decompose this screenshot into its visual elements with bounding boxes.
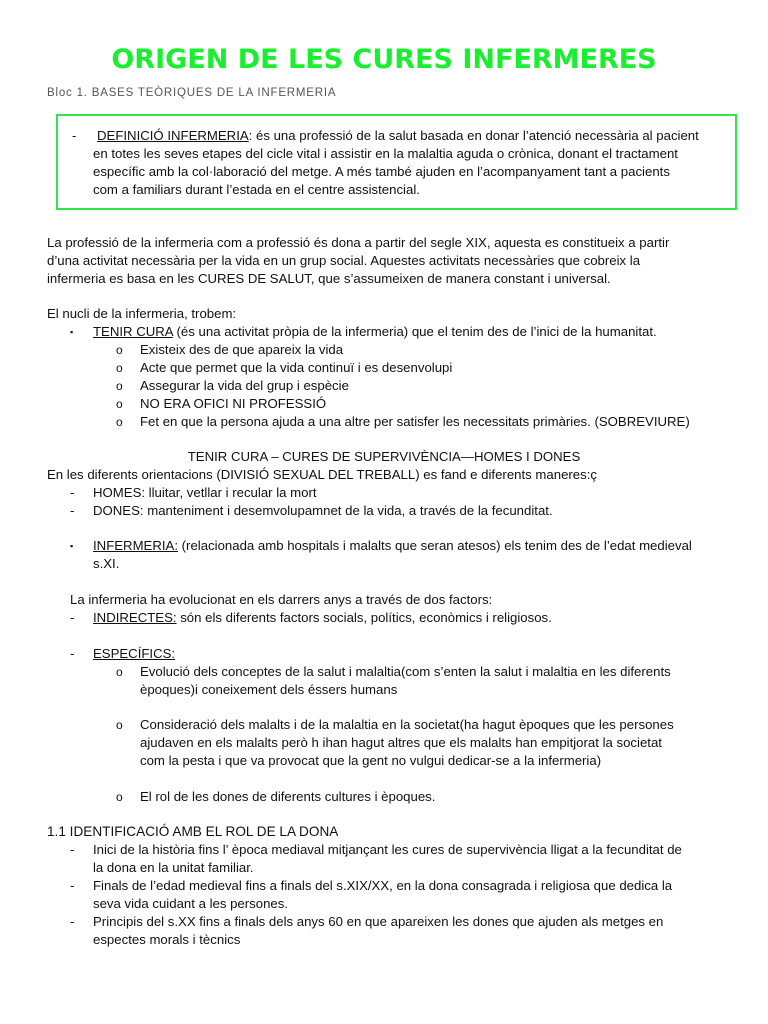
- dones-text: DONES: manteniment i desemvolupamnet de la vida, a través de la fecunditat.: [93, 503, 553, 518]
- especifics-item-1-line-1: Evolució dels conceptes de la salut i malaltia(com s’enten la salut i malaltia en les diferents: [140, 664, 671, 679]
- especifics-label: ESPECÍFICS:: [93, 646, 176, 661]
- infermeria-bullet: ▪: [70, 541, 74, 551]
- especifics-item-1-line-2: èpoques)i coneixement dels éssers humans: [140, 682, 398, 697]
- definition-line-4: com a familiars durant l’estada en el centre assistencial.: [93, 182, 420, 197]
- orientacions-text: En les diferents orientacions (DIVISIÓ SEXUAL DEL TREBALL) es fand e diferents maneres:ç: [47, 467, 597, 482]
- page-title: ORIGEN DE LES CURES INFERMERES: [111, 44, 657, 75]
- infermeria-label: INFERMERIA:: [93, 538, 178, 553]
- intro-line-2: d’una activitat necessària per la vida en un grup social. Aquestes activitats necessàries que cobreix la: [47, 253, 641, 268]
- page-subtitle: Bloc 1. BASES TEÒRIQUES DE LA INFERMERIA: [47, 87, 337, 99]
- infermeria-line: [93, 537, 692, 555]
- intro-line-3: infermeria es basa en les CURES DE SALUT, que s’assumeixen de manera constant i universal.: [47, 271, 611, 286]
- especifics-item-2-line-1: Consideració dels malalts i de la malaltia en la societat(ha hagut èpoques que les persones: [140, 717, 674, 732]
- sub-bullet-o: o: [116, 361, 123, 375]
- dash-bullet: -: [70, 503, 75, 518]
- indirectes-text: són els diferents factors socials, polítics, econòmics i religiosos.: [176, 610, 552, 625]
- sub-bullet-o: o: [116, 397, 123, 411]
- section-bullet-3-line-1: Principis del s.XX fins a finals dels anys 60 en que apareixen les dones que ajuden als metges en: [93, 914, 664, 929]
- dash-bullet: -: [70, 646, 75, 661]
- sub-bullet-o: o: [116, 790, 123, 804]
- tenir-cura-item: Fet en que la persona ajuda a una altre per satisfer les necessitats primàries. (SOBREVIURE): [140, 414, 690, 429]
- tenir-cura-item: Assegurar la vida del grup i espècie: [140, 378, 349, 393]
- section-heading: 1.1 IDENTIFICACIÓ AMB EL ROL DE LA DONA: [47, 824, 339, 839]
- tenir-cura-text: (és una activitat pròpia de la infermeria) que el tenim des de l’inici de la humanitat.: [172, 324, 657, 339]
- definition-line-3: específic amb la col·laboració del metge. A més també ajuden en l’acompanyament tant a pacients: [93, 164, 670, 179]
- tenir-cura-item: Acte que permet que la vida continuï i es desenvolupi: [140, 360, 453, 375]
- sub-bullet-o: o: [116, 379, 123, 393]
- tenir-cura-bullet: ▪: [70, 327, 74, 337]
- especifics-item-2-line-3: com la pesta i que va provocat que la gent no vulgui dedicar-se a la infermeria): [140, 753, 602, 768]
- dash-bullet: -: [70, 485, 75, 500]
- evolucio-text: La infermeria ha evolucionat en els darrers anys a través de dos factors:: [70, 592, 493, 607]
- tenir-cura-label: TENIR CURA: [93, 324, 173, 339]
- dash-bullet: -: [70, 914, 75, 929]
- tenir-cura-line: [93, 323, 657, 341]
- center-heading: TENIR CURA – CURES DE SUPERVIVÈNCIA—HOMES I DONES: [187, 449, 581, 464]
- sub-bullet-o: o: [116, 415, 123, 429]
- definition-term: DEFINICIÓ INFERMERIA: [97, 128, 249, 143]
- homes-text: HOMES: lluitar, vetllar i recular la mort: [93, 485, 317, 500]
- sub-bullet-o: o: [116, 665, 123, 679]
- sub-bullet-o: o: [116, 343, 123, 357]
- nucli-text: El nucli de la infermeria, trobem:: [47, 306, 237, 321]
- section-bullet-1-line-2: la dona en la unitat familiar.: [93, 860, 254, 875]
- indirectes-line: [93, 609, 552, 627]
- tenir-cura-item: NO ERA OFICI NI PROFESSIÓ: [140, 396, 327, 411]
- section-bullet-3-line-2: espectes morals i tècnics: [93, 932, 241, 947]
- especifics-item-2-line-2: ajudaven en els malalts però h ihan hagut altres que els malalts han empitjorat la societat: [140, 735, 662, 750]
- infermeria-line-2: s.XI.: [93, 556, 120, 571]
- dash-bullet: -: [70, 842, 75, 857]
- dash-bullet: -: [70, 878, 75, 893]
- tenir-cura-item: Existeix des de que apareix la vida: [140, 342, 344, 357]
- infermeria-text: (relacionada amb hospitals i malalts que seran atesos) els tenim des de l’edat medieval: [178, 538, 692, 553]
- section-bullet-2-line-1: Finals de l’edad medieval fins a finals del s.XIX/XX, en la dona consagrada i religiosa que dedica la: [93, 878, 673, 893]
- indirectes-label: INDIRECTES:: [93, 610, 177, 625]
- definition-dash: -: [72, 128, 77, 143]
- section-bullet-1-line-1: Inici de la història fins l’ època mediaval mitjançant les cures de supervivència lligat a la fecunditat de: [93, 842, 682, 857]
- especifics-item-3: El rol de les dones de diferents cultures i èpoques.: [140, 789, 436, 804]
- definition-line-1-text: : és una professió de la salut basada en donar l’atenció necessària al pacient: [248, 128, 699, 143]
- sub-bullet-o: o: [116, 718, 123, 732]
- dash-bullet: -: [70, 610, 75, 625]
- definition-line-2: en totes les seves etapes del cicle vital i assistir en la malaltia aguda o crònica, donant el tractament: [93, 146, 678, 161]
- definition-line-1: [97, 127, 699, 145]
- intro-line-1: La professió de la infermeria com a professió és dona a partir del segle XIX, aquesta es constitueix a partir: [47, 235, 670, 250]
- section-bullet-2-line-2: seva vida cuidant a les persones.: [93, 896, 288, 911]
